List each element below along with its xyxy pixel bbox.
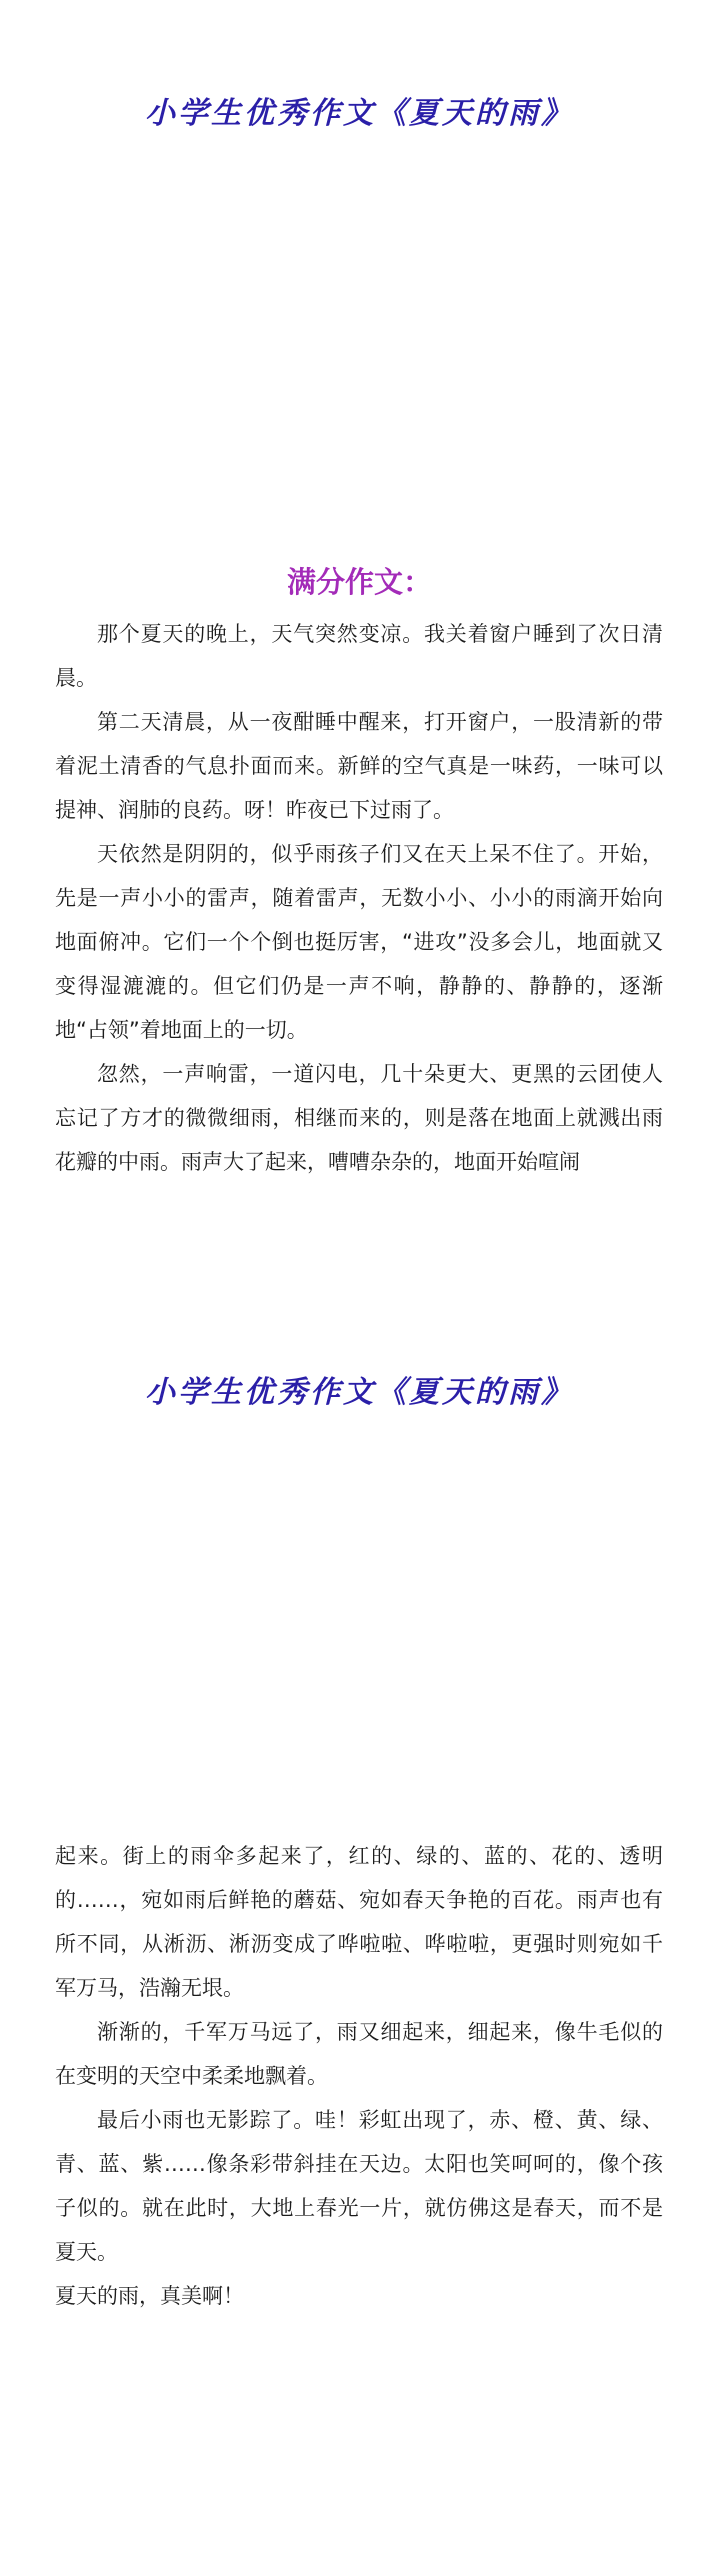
essay-part-2 — [55, 1834, 663, 2318]
essay-part-1 — [55, 612, 663, 1184]
essay-paragraph: 最后小雨也无影踪了。哇！彩虹出现了，赤、橙、黄、绿、青、蓝、紫……像条彩带斜挂在天边。太阳也笑呵呵的，像个孩子似的。就在此时，大地上春光一片，就仿佛这是春天，而不是夏天。 — [55, 2108, 663, 2264]
essay-closing: 夏天的雨，真美啊！ — [55, 2284, 244, 2308]
page-title-bottom: 小学生优秀作文《夏天的雨》 — [145, 1375, 574, 1410]
essay-paragraph: 忽然，一声响雷，一道闪电，几十朵更大、更黑的云团使人忘记了方才的微微细雨，相继而来的，则是落在地面上就溅出雨花瓣的中雨。雨声大了起来，嘈嘈杂杂的，地面开始喧闹 — [55, 1062, 663, 1174]
essay-paragraph: 天依然是阴阴的，似乎雨孩子们又在天上呆不住了。开始，先是一声小小的雷声，随着雷声，无数小小、小小的雨滴开始向地面俯冲。它们一个个倒也挺厉害，“进攻”没多会儿，地面就又变得湿漉漉的。但它们仍是一声不响，静静的、静静的，逐渐地“占领”着地面上的一切。 — [55, 842, 663, 1042]
essay-paragraph: 渐渐的，千军万马远了，雨又细起来，细起来，像牛毛似的在变明的天空中柔柔地飘着。 — [55, 2020, 663, 2088]
section-title: 满分作文： — [286, 565, 432, 599]
essay-paragraph: 第二天清晨，从一夜酣睡中醒来，打开窗户，一股清新的带着泥土清香的气息扑面而来。新鲜的空气真是一味药，一味可以提神、润肺的良药。呀！昨夜已下过雨了。 — [55, 710, 663, 822]
page-title-top: 小学生优秀作文《夏天的雨》 — [145, 96, 574, 131]
essay-paragraph: 那个夏天的晚上，天气突然变凉。我关着窗户睡到了次日清晨。 — [55, 622, 663, 690]
essay-paragraph: 起来。街上的雨伞多起来了，红的、绿的、蓝的、花的、透明的……，宛如雨后鲜艳的蘑菇、宛如春天争艳的百花。雨声也有所不同，从淅沥、淅沥变成了哗啦啦、哗啦啦，更强时则宛如千军万马，浩瀚无垠。 — [55, 1844, 663, 2000]
